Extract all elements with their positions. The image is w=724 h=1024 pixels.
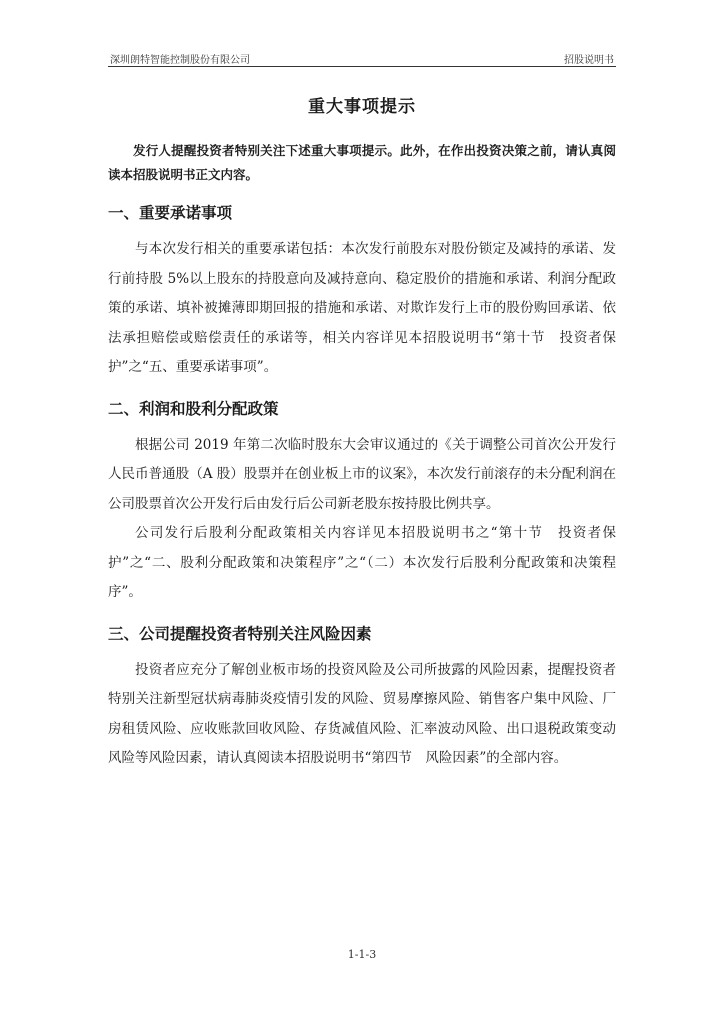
section-paragraph: 投资者应充分了解创业板市场的投资风险及公司所披露的风险因素，提醒投资者特别关注新型冠状病毒肺炎疫情引发的风险、贸易摩擦风险、销售客户集中风险、厂房租赁风险、应收账款回收风险、存货减值风险、汇率波动风险、出口退税政策变动风险等风险因素，请认真阅读本招股说明书“第四节 风险因素”的全部内容。 (108, 661, 616, 766)
section-risk-factors (108, 622, 616, 774)
header-document-type: 招股说明书 (564, 55, 614, 66)
section-heading: 一、重要承诺事项 (108, 204, 233, 222)
page-number: 1-1-3 (347, 948, 377, 961)
section-paragraph: 与本次发行相关的重要承诺包括：本次发行前股东对股份锁定及减持的承诺、发行前持股 5%以上股东的持股意向及减持意向、稳定股价的措施和承诺、利润分配政策的承诺、填补被摊薄即期回报的措施和承诺、对欺诈发行上市的股份购回承诺、依法承担赔偿或赔偿责任的承诺等，相关内容详见本招股说明书“第十节 投资者保护”之“五、重要承诺事项”。 (108, 241, 616, 375)
intro-paragraph: 发行人提醒投资者特别关注下述重大事项提示。此外，在作出投资决策之前，请认真阅读本招股说明书正文内容。 (108, 143, 616, 182)
page-title: 重大事项提示 (308, 97, 416, 117)
section-paragraph: 公司发行后股利分配政策相关内容详见本招股说明书之“第十节 投资者保护”之“二、股利分配政策和决策程序”之“（二）本次发行后股利分配政策和决策程序”。 (108, 525, 616, 600)
header-company-name: 深圳朗特智能控制股份有限公司 (110, 55, 250, 66)
document-body (108, 92, 616, 774)
section-profit-dividend-policy (108, 397, 616, 608)
section-heading: 三、公司提醒投资者特别关注风险因素 (108, 624, 372, 643)
section-important-commitments (108, 201, 616, 383)
section-paragraph: 根据公司 2019 年第二次临时股东大会审议通过的《关于调整公司首次公开发行人民币普通股（A 股）股票并在创业板上市的议案》，本次发行前滚存的未分配利润在公司股票首次公开发行后由发行后公司新老股东按持股比例共享。 (108, 436, 616, 512)
section-heading: 二、利润和股利分配政策 (108, 399, 279, 418)
page-header (108, 50, 616, 67)
